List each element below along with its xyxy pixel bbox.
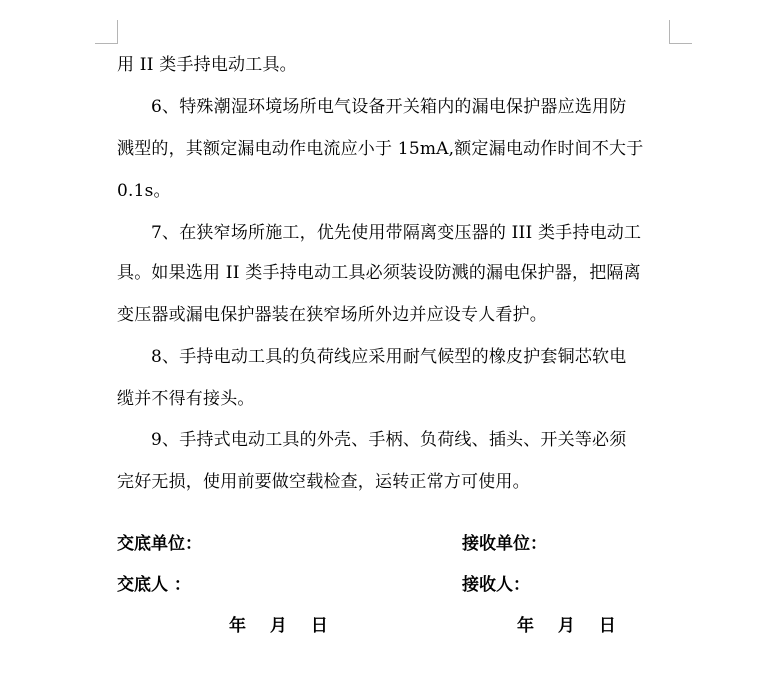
paragraph-6-line-3: 0.1s。 [117,181,171,201]
crop-mark-left-horizontal [95,43,118,44]
date-right: 年 月 日 [517,616,616,636]
paragraph-9-line-1: 9、手持式电动工具的外壳、手柄、负荷线、插头、开关等必须 [151,430,627,450]
paragraph-6-line-1: 6、特殊潮湿环境场所电气设备开关箱内的漏电保护器应选用防 [151,97,627,117]
paragraph-8-line-1: 8、手持电动工具的负荷线应采用耐气候型的橡皮护套铜芯软电 [151,347,627,367]
crop-mark-right-horizontal [669,43,692,44]
date-left: 年 月 日 [229,616,328,636]
crop-mark-left-vertical [117,20,118,44]
receiver-person-label: 接收人： [462,575,530,595]
receiver-unit-label: 接收单位： [462,534,547,554]
paragraph-7-line-1: 7、在狭窄场所施工，优先使用带隔离变压器的 III 类手持电动工 [151,223,642,243]
crop-mark-right-vertical [669,20,670,44]
handover-person-label: 交底人 ： [117,575,191,595]
handover-unit-label: 交底单位： [117,534,202,554]
paragraph-7-line-3: 变压器或漏电保护器装在狭窄场所外边并应设专人看护。 [117,305,547,325]
paragraph-9-line-2: 完好无损，使用前要做空载检查，运转正常方可使用。 [117,472,530,492]
paragraph-continuation-line: 用 II 类手持电动工具。 [117,55,297,75]
paragraph-6-line-2: 溅型的，其额定漏电动作电流应小于 15mA,额定漏电动作时间不大于 [117,139,644,159]
paragraph-7-line-2: 具。如果选用 II 类手持电动工具必须装设防溅的漏电保护器，把隔离 [117,263,641,283]
paragraph-8-line-2: 缆并不得有接头。 [117,389,255,409]
